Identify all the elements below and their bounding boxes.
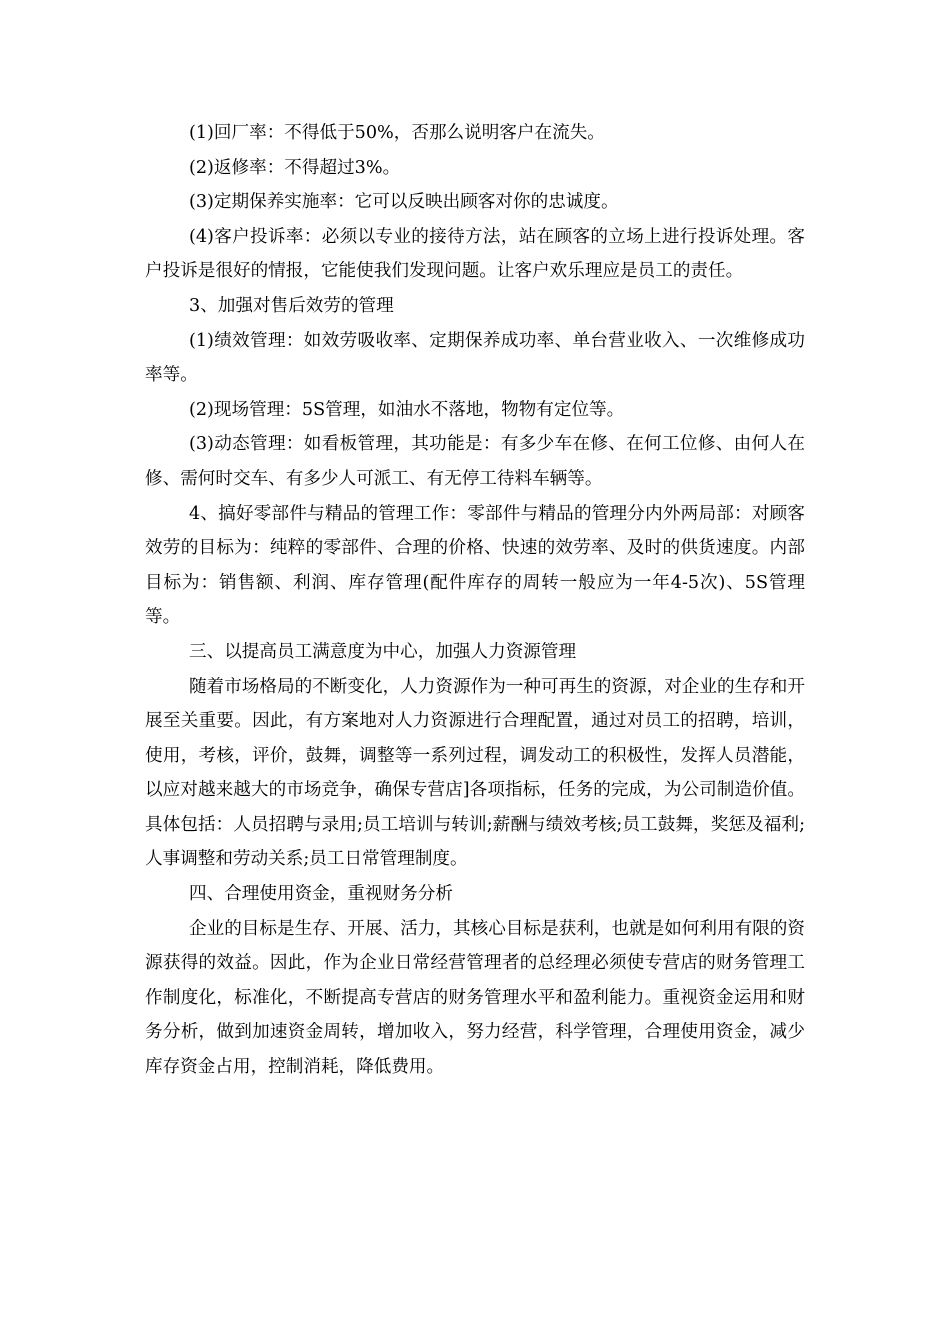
paragraph-complaint-rate: (4)客户投诉率：必须以专业的接待方法，站在顾客的立场上进行投诉处理。客户投诉是很好的情报，它能使我们发现问题。让客户欢乐理应是员工的责任。 bbox=[145, 226, 805, 282]
section-heading-finance: 四、合理使用资金，重视财务分析 bbox=[189, 884, 453, 905]
section-heading-hr: 三、以提高员工满意度为中心，加强人力资源管理 bbox=[189, 641, 577, 662]
paragraph-site-management: (2)现场管理：5S管理，如油水不落地，物物有定位等。 bbox=[189, 399, 625, 420]
paragraph-maintenance-rate: (3)定期保养实施率：它可以反映出顾客对你的忠诚度。 bbox=[189, 192, 619, 213]
paragraph-hr-management: 随着市场格局的不断变化，人力资源作为一种可再生的资源，对企业的生存和开展至关重要。因此，有方案地对人力资源进行合理配置，通过对员工的招聘，培训，使用，考核，评价，鼓舞，调整等一系列过程，调发动工的积极性，发挥人员潜能，以应对越来越大的市场竞争，确保专营店]各项指标，任务的完成，为公司制造价值。具体包括：人员招聘与录用;员工培训与转训;薪酬与绩效考核;员工鼓舞，奖惩及福利;人事调整和劳动关系;员工日常管理制度。 bbox=[145, 676, 805, 870]
paragraph-dynamic-management: (3)动态管理：如看板管理，其功能是：有多少车在修、在何工位修、由何人在修、需何时交车、有多少人可派工、有无停工待料车辆等。 bbox=[145, 434, 805, 489]
paragraph-return-rate: (1)回厂率：不得低于50%，否那么说明客户在流失。 bbox=[189, 123, 605, 143]
paragraph-finance-management: 企业的目标是生存、开展、活力，其核心目标是获利，也就是如何利用有限的资源获得的效益。因此，作为企业日常经营管理者的总经理必须使专营店的财务管理工作制度化，标准化，不断提高专营店的财务管理水平和盈利能力。重视资金运用和财务分析，做到加速资金周转，增加收入，努力经营，科学管理，合理使用资金，减少库存资金占用，控制消耗，降低费用。 bbox=[145, 918, 805, 1078]
document-body bbox=[145, 116, 805, 1085]
paragraph-parts-management: 4、搞好零部件与精品的管理工作：零部件与精品的管理分内外两局部：对顾客效劳的目标为：纯粹的零部件、合理的价格、快速的效劳率、及时的供货速度。内部目标为：销售额、利润、库存管理(配件库存的周转一般应为一年4-5次)、5S管理等。 bbox=[145, 503, 805, 628]
paragraph-performance-management: (1)绩效管理：如效劳吸收率、定期保养成功率、单台营业收入、一次维修成功率等。 bbox=[145, 330, 805, 386]
section-heading-after-sales: 3、加强对售后效劳的管理 bbox=[189, 295, 394, 316]
paragraph-rework-rate: (2)返修率：不得超过3%。 bbox=[189, 157, 401, 178]
